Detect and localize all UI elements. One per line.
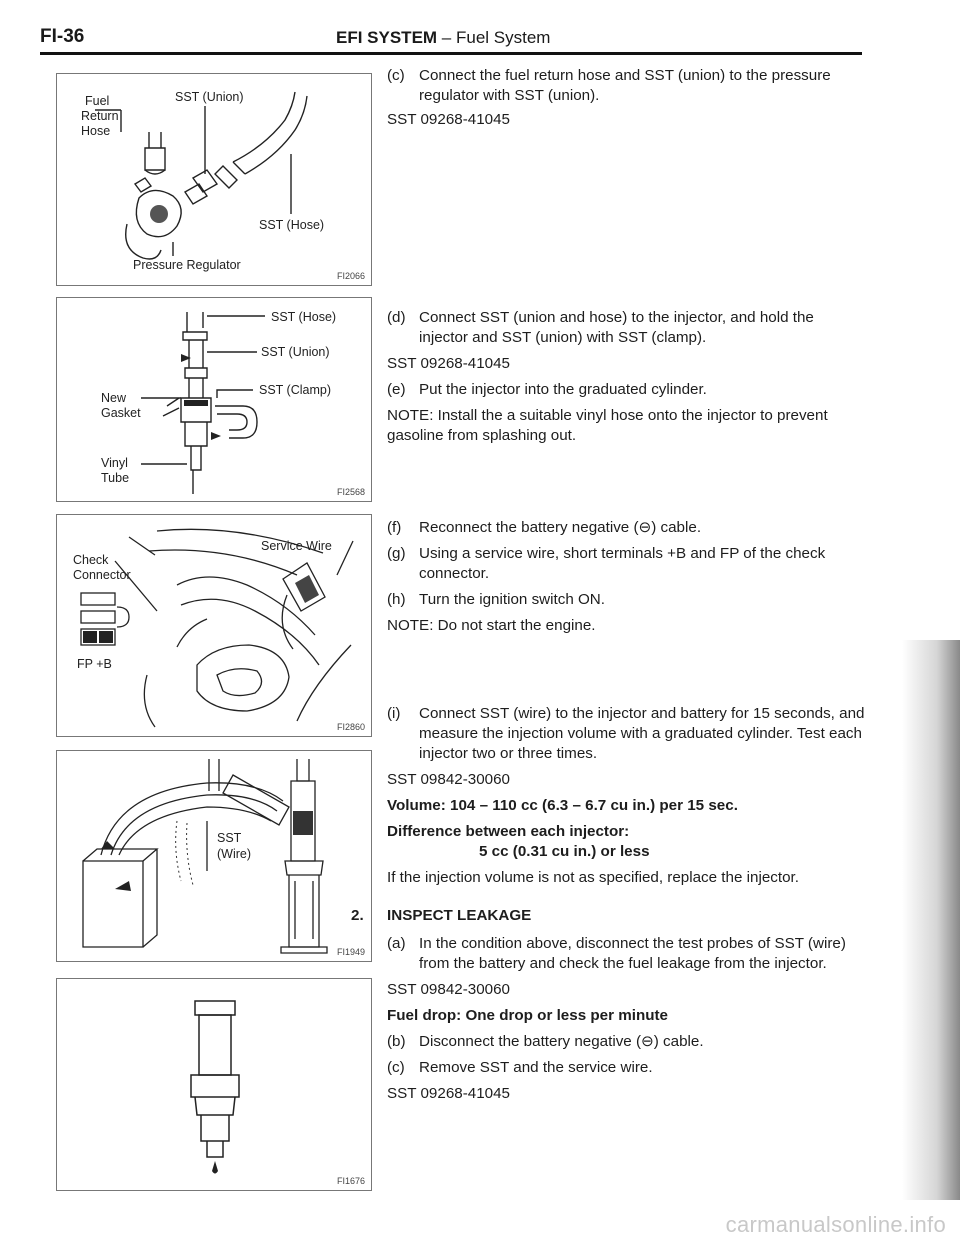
- sst-number: SST 09268-41045: [387, 111, 511, 128]
- step-marker: (i): [387, 705, 401, 722]
- label-return: Return: [81, 109, 119, 123]
- label-wire: (Wire): [217, 847, 252, 861]
- step-a: [387, 934, 867, 974]
- step-c: [387, 66, 867, 106]
- label-sst-clamp: SST (Clamp): [259, 383, 332, 397]
- section-title: INSPECT LEAKAGE: [387, 907, 532, 924]
- figure-pressure-regulator: [56, 73, 372, 286]
- figure-code: FI2860: [336, 722, 365, 732]
- procedure-text: [351, 66, 867, 1104]
- label-pressure-regulator: Pressure Regulator: [133, 258, 241, 272]
- step-text: Remove SST and the service wire.: [419, 1059, 653, 1076]
- label-check: Check: [73, 553, 109, 567]
- figure-check-connector: [56, 514, 372, 737]
- step-c-remove: [387, 1058, 867, 1078]
- difference-spec-value: 5 cc (0.31 cu in.) or less: [479, 843, 650, 860]
- figure-code: FI1949: [336, 947, 365, 957]
- section-number: 2.: [351, 907, 364, 924]
- page-title-rest: – Fuel System: [437, 28, 551, 47]
- sst-number: SST 09268-41045: [387, 355, 511, 372]
- figure-code: FI1676: [336, 1176, 365, 1186]
- injector-leak-drawing: [57, 979, 371, 1190]
- difference-spec-title: Difference between each injector:: [387, 823, 630, 840]
- label-sst: SST: [217, 831, 242, 845]
- step-text: In the condition above, disconnect the test probes of SST (wire) from the battery and check the fuel leakage from the injector.: [419, 935, 846, 972]
- step-marker: (b): [387, 1033, 406, 1050]
- step-marker: (c): [387, 67, 405, 84]
- label-sst-hose: SST (Hose): [271, 310, 337, 324]
- label-sst-hose: SST (Hose): [259, 218, 325, 232]
- section-inspect-leakage: [351, 906, 867, 926]
- watermark: carmanualsonline.info: [725, 1212, 946, 1237]
- label-new: New: [101, 391, 127, 405]
- label-connector: Connector: [73, 568, 131, 582]
- step-marker: (c): [387, 1059, 405, 1076]
- figure-leakage-check: [56, 978, 372, 1191]
- step-text: Reconnect the battery negative (⊖) cable.: [419, 519, 702, 536]
- fuel-drop-spec: Fuel drop: One drop or less per minute: [387, 1007, 668, 1024]
- label-gasket: Gasket: [101, 406, 141, 420]
- step-marker: (d): [387, 309, 406, 326]
- label-sst-union: SST (Union): [175, 90, 244, 104]
- volume-spec: Volume: 104 – 110 cc (6.3 – 6.7 cu in.) per 15 sec.: [387, 797, 738, 814]
- label-terminals: FP +B: [77, 657, 112, 671]
- step-f: [387, 518, 867, 538]
- step-marker: (a): [387, 935, 406, 952]
- step-g: [387, 544, 867, 584]
- step-d: [387, 308, 867, 348]
- step-text: Using a service wire, short terminals +B and FP of the check connector.: [419, 545, 826, 582]
- label-fuel: Fuel: [85, 94, 110, 108]
- step-marker: (e): [387, 381, 406, 398]
- step-text: Put the injector into the graduated cylinder.: [419, 381, 707, 398]
- figure-code: FI2066: [336, 271, 365, 281]
- header-rule: [40, 52, 862, 55]
- volume-note: If the injection volume is not as specified, replace the injector.: [387, 869, 799, 886]
- step-text: Connect SST (wire) to the injector and battery for 15 seconds, and measure the injection volume with a graduated cylinder. Test each injector two or three times.: [419, 705, 865, 762]
- label-tube: Tube: [101, 471, 130, 485]
- step-text: Disconnect the battery negative (⊖) cable.: [419, 1033, 704, 1050]
- label-sst-union: SST (Union): [261, 345, 330, 359]
- step-text: Connect the fuel return hose and SST (union) to the pressure regulator with SST (union).: [419, 67, 831, 104]
- label-hose: Hose: [81, 124, 111, 138]
- page-title: [336, 28, 550, 48]
- step-e: [387, 380, 867, 400]
- note: NOTE: Install the a suitable vinyl hose onto the injector to prevent gasoline from splashing out.: [387, 407, 828, 444]
- step-b: [387, 1032, 867, 1052]
- page-title-bold: EFI SYSTEM: [336, 28, 438, 47]
- step-marker: (h): [387, 591, 406, 608]
- label-vinyl: Vinyl: [101, 456, 128, 470]
- sst-number: SST 09842-30060: [387, 981, 511, 998]
- figure-injector-setup: [56, 297, 372, 502]
- injection-test-drawing: [57, 751, 371, 961]
- figure-injection-volume-test: [56, 750, 372, 962]
- step-marker: (g): [387, 545, 406, 562]
- figure-code: FI2568: [336, 487, 365, 497]
- step-h: [387, 590, 867, 610]
- step-text: Turn the ignition switch ON.: [419, 591, 605, 608]
- page-number: FI-36: [40, 26, 85, 47]
- sst-number: SST 09268-41045: [387, 1085, 511, 1102]
- scan-shadow: [902, 640, 960, 1200]
- label-service-wire: Service Wire: [261, 539, 332, 553]
- step-text: Connect SST (union and hose) to the injector, and hold the injector and SST (union) with SST (clamp).: [419, 309, 814, 346]
- step-i: [387, 704, 867, 764]
- note: NOTE: Do not start the engine.: [387, 617, 596, 634]
- step-marker: (f): [387, 519, 402, 536]
- sst-number: SST 09842-30060: [387, 771, 511, 788]
